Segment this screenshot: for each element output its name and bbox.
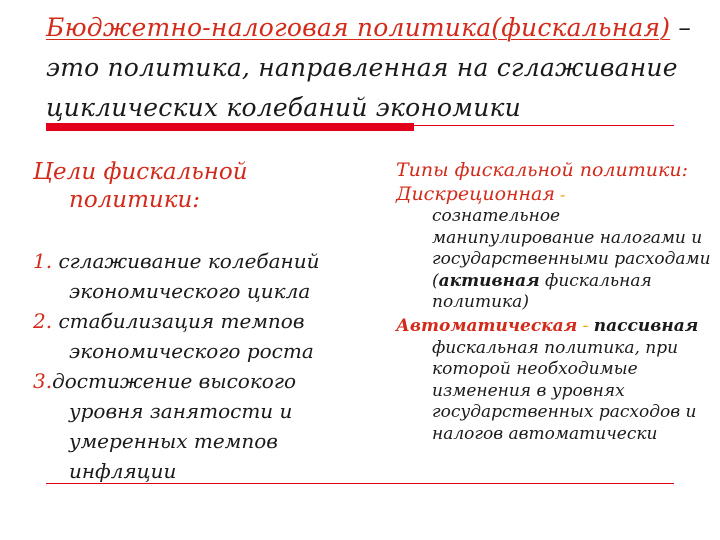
desc-bold-word: активная <box>438 270 540 291</box>
goal-item-1 <box>33 246 363 306</box>
desc-text: сознательное манипулирование налогами и государственными расходами ( <box>432 206 711 291</box>
type-dash: - <box>554 185 566 204</box>
goal-text: достижение высокого уровня занятости и умеренных темпов инфляции <box>52 369 296 483</box>
type-automatic <box>396 314 716 338</box>
type-discretionary <box>396 182 716 314</box>
types-column <box>396 158 716 445</box>
goal-number: 2. <box>33 309 53 333</box>
desc-text: фискальная политика) <box>432 270 652 312</box>
type-automatic-description: фискальная политика, при которой необходимые изменения в уровнях государственных расходов и налогов автоматически <box>432 337 697 444</box>
goal-text: сглаживание колебаний экономического цикла <box>52 249 320 303</box>
goals-heading: Цели фискальной политики: <box>33 159 248 213</box>
type-discretionary-name: Дискреционная <box>396 183 555 205</box>
title-term: Бюджетно-налоговая политика(фискальная) <box>46 13 671 42</box>
goal-text: стабилизация темпов экономического роста <box>52 309 314 363</box>
goal-item-3 <box>33 366 363 486</box>
goal-number: 3. <box>33 369 53 393</box>
type-automatic-passive: пассивная <box>593 315 699 336</box>
type-automatic-name: Автоматическая <box>396 315 578 336</box>
thin-divider-line <box>414 125 674 126</box>
type-dash: - <box>577 315 594 336</box>
slide-title <box>46 8 706 128</box>
goal-number: 1. <box>33 249 53 273</box>
bottom-divider-line <box>46 483 674 484</box>
red-divider-bar <box>46 123 414 131</box>
goal-item-2 <box>33 306 363 366</box>
goals-column <box>33 158 363 486</box>
types-heading: Типы фискальной политики: <box>396 159 689 181</box>
title-definition: – это политика, направленная на сглаживание циклических колебаний экономики <box>46 13 692 122</box>
type-discretionary-description <box>396 206 716 314</box>
